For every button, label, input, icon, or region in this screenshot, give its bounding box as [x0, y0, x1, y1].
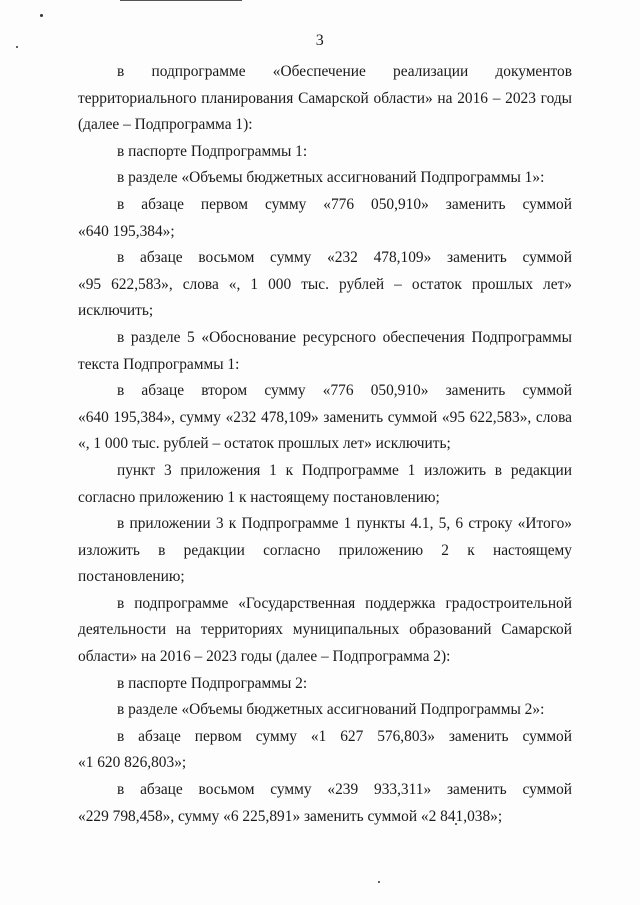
paragraph	[78, 139, 572, 166]
text-line: области» на 2016 – 2023 годы (далее – Подпрограмма 2):	[78, 648, 451, 666]
page-number: 3	[315, 32, 325, 49]
text-line: в приложении 3 к Подпрограмме 1 пункты 4.1, 5, 6 строку «Итого»	[117, 515, 572, 533]
text-line: «1 620 826,803»;	[78, 754, 187, 772]
paragraph	[78, 511, 572, 591]
text-line: согласно приложению 1 к настоящему постановлению;	[78, 488, 440, 506]
text-line: «640 195,384», сумму «232 478,109» заменить суммой «95 622,583», слова	[78, 408, 572, 426]
text-line: деятельности на территориях муниципальных образований Самарской	[78, 621, 572, 639]
text-line: (далее – Подпрограмма 1):	[78, 116, 253, 134]
text-line: в разделе 5 «Обоснование ресурсного обеспечения Подпрограммы	[117, 328, 572, 346]
text-line: в абзаце втором сумму «776 050,910» заменить суммой	[117, 382, 572, 400]
text-line: исключить;	[78, 302, 154, 320]
text-line: в абзаце первом сумму «776 050,910» заменить суммой	[117, 195, 572, 213]
text-line: текста Подпрограммы 1:	[78, 355, 240, 373]
scan-speck	[40, 14, 43, 17]
text-line: в абзаце восьмом сумму «239 933,311» заменить суммой	[117, 781, 572, 799]
text-line: в разделе «Объемы бюджетных ассигнований Подпрограммы 1»:	[117, 169, 545, 187]
paragraph	[78, 777, 572, 830]
text-line: в абзаце восьмом сумму «232 478,109» заменить суммой	[117, 249, 572, 267]
text-line: постановлению;	[78, 568, 185, 586]
paragraph	[78, 458, 572, 511]
text-line: в абзаце первом сумму «1 627 576,803» заменить суммой	[117, 727, 572, 745]
paragraph	[78, 325, 572, 378]
text-line: в подпрограмме «Государственная поддержка градостроительной	[117, 594, 572, 612]
text-line: в паспорте Подпрограммы 1:	[117, 142, 308, 160]
text-line: «640 195,384»;	[78, 222, 175, 240]
text-line: «95 622,583», слова «, 1 000 тыс. рублей – остаток прошлых лет»	[78, 275, 572, 293]
paragraph	[78, 671, 572, 698]
paragraph	[78, 591, 572, 671]
text-line: в подпрограмме «Обеспечение реализации документов	[117, 63, 572, 80]
text-line: «, 1 000 тыс. рублей – остаток прошлых лет» исключить;	[78, 435, 451, 453]
scan-speck	[378, 881, 380, 883]
paragraph	[78, 192, 572, 245]
paragraph	[78, 165, 572, 192]
paragraph	[78, 245, 572, 325]
text-line: пункт 3 приложения 1 к Подпрограмме 1 изложить в редакции	[117, 461, 572, 479]
text-line: «229 798,458», сумму «6 225,891» заменить суммой «2 841,038»;	[78, 807, 503, 825]
paragraph	[78, 59, 572, 139]
text-line: территориального планирования Самарской области» на 2016 – 2023 годы	[78, 89, 572, 107]
document-body	[78, 59, 572, 830]
scan-border-line	[120, 0, 242, 1]
paragraph	[78, 724, 572, 777]
text-line: в паспорте Подпрограммы 2:	[117, 674, 308, 692]
text-line: в разделе «Объемы бюджетных ассигнований Подпрограммы 2»:	[117, 701, 545, 719]
text-line: изложить в редакции согласно приложению 2 к настоящему	[78, 541, 572, 559]
paragraph	[78, 697, 572, 724]
paragraph	[78, 378, 572, 458]
